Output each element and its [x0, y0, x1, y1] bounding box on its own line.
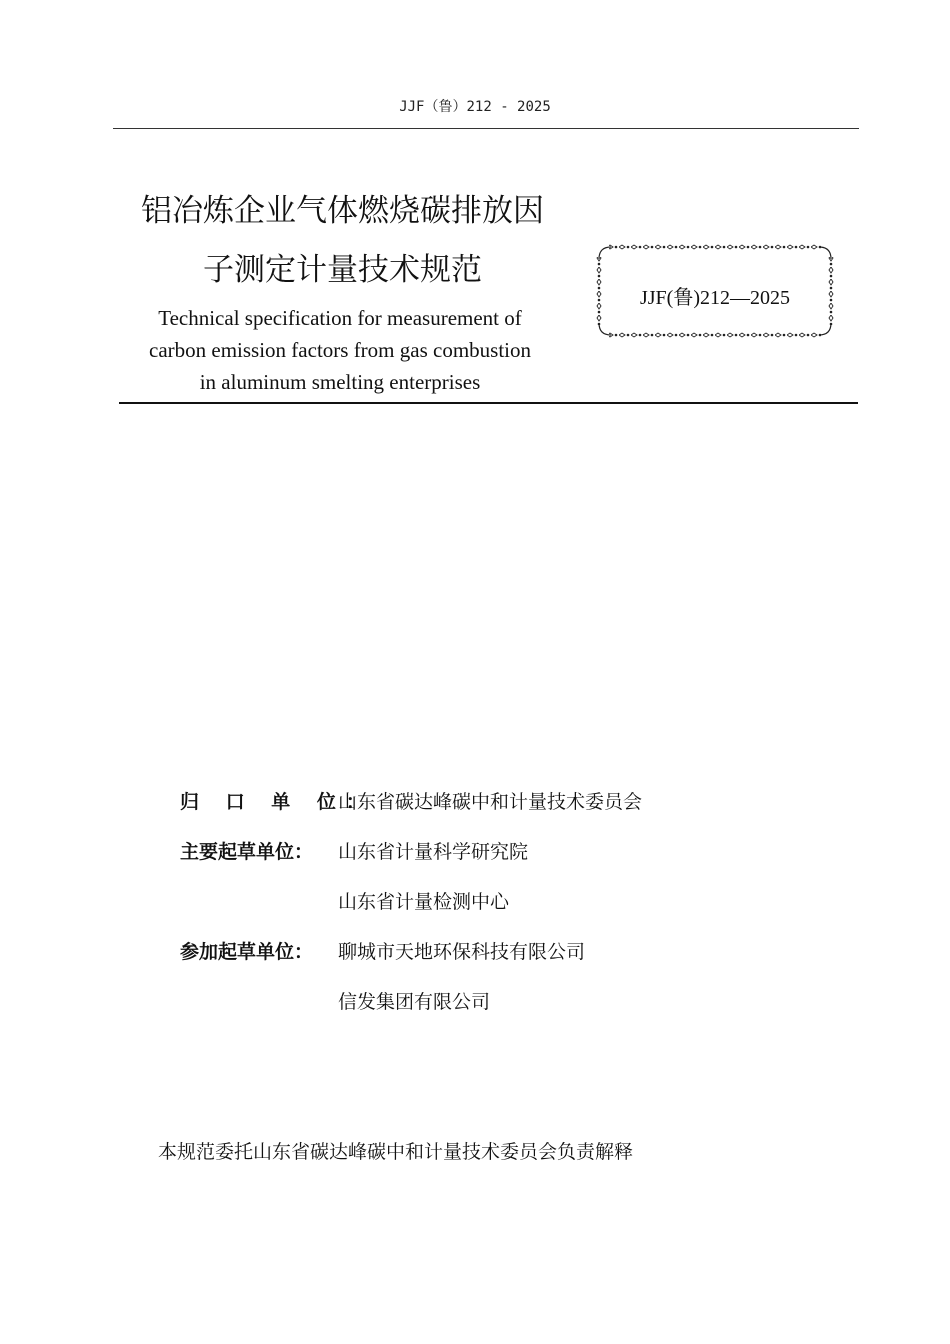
participating-unit-row: [180, 985, 780, 1035]
title-en-line: Technical specification for measurement of: [158, 306, 522, 330]
responsible-unit-value: 山东省碳达峰碳中和计量技术委员会: [338, 791, 643, 813]
responsible-unit-row: [180, 785, 780, 835]
participating-unit-value: 信发集团有限公司: [338, 991, 491, 1013]
participating-unit-label: 参加起草单位：: [180, 941, 314, 963]
title-en: [100, 302, 580, 398]
main-drafting-unit-value: 山东省计量科学研究院: [338, 841, 529, 863]
responsible-unit-label: 归 口 单 位：: [180, 791, 375, 813]
title-cn-line1: 铝冶炼企业气体燃烧碳排放因: [141, 193, 544, 229]
title-en-line: carbon emission factors from gas combustion: [149, 338, 531, 362]
main-drafting-unit-value: 山东省计量检测中心: [338, 891, 510, 913]
main-drafting-unit-row: [180, 835, 780, 885]
title-en-line: in aluminum smelting enterprises: [199, 370, 481, 394]
standard-code-text: JJF(鲁)212—2025: [639, 287, 790, 309]
title-cn-line2: 子测定计量技术规范: [203, 252, 482, 288]
header-standard-code: JJF（鲁）212 - 2025: [399, 99, 551, 115]
header-divider: [113, 128, 859, 129]
drafting-units: [180, 785, 780, 1035]
title-divider: [119, 402, 858, 404]
standard-code-box: [595, 243, 835, 339]
main-drafting-unit-row: [180, 885, 780, 935]
participating-unit-value: 聊城市天地环保科技有限公司: [338, 941, 586, 963]
participating-unit-row: [180, 935, 780, 985]
interpretation-note: 本规范委托山东省碳达峰碳中和计量技术委员会负责解释: [158, 1141, 634, 1163]
main-drafting-unit-label: 主要起草单位：: [180, 841, 314, 863]
